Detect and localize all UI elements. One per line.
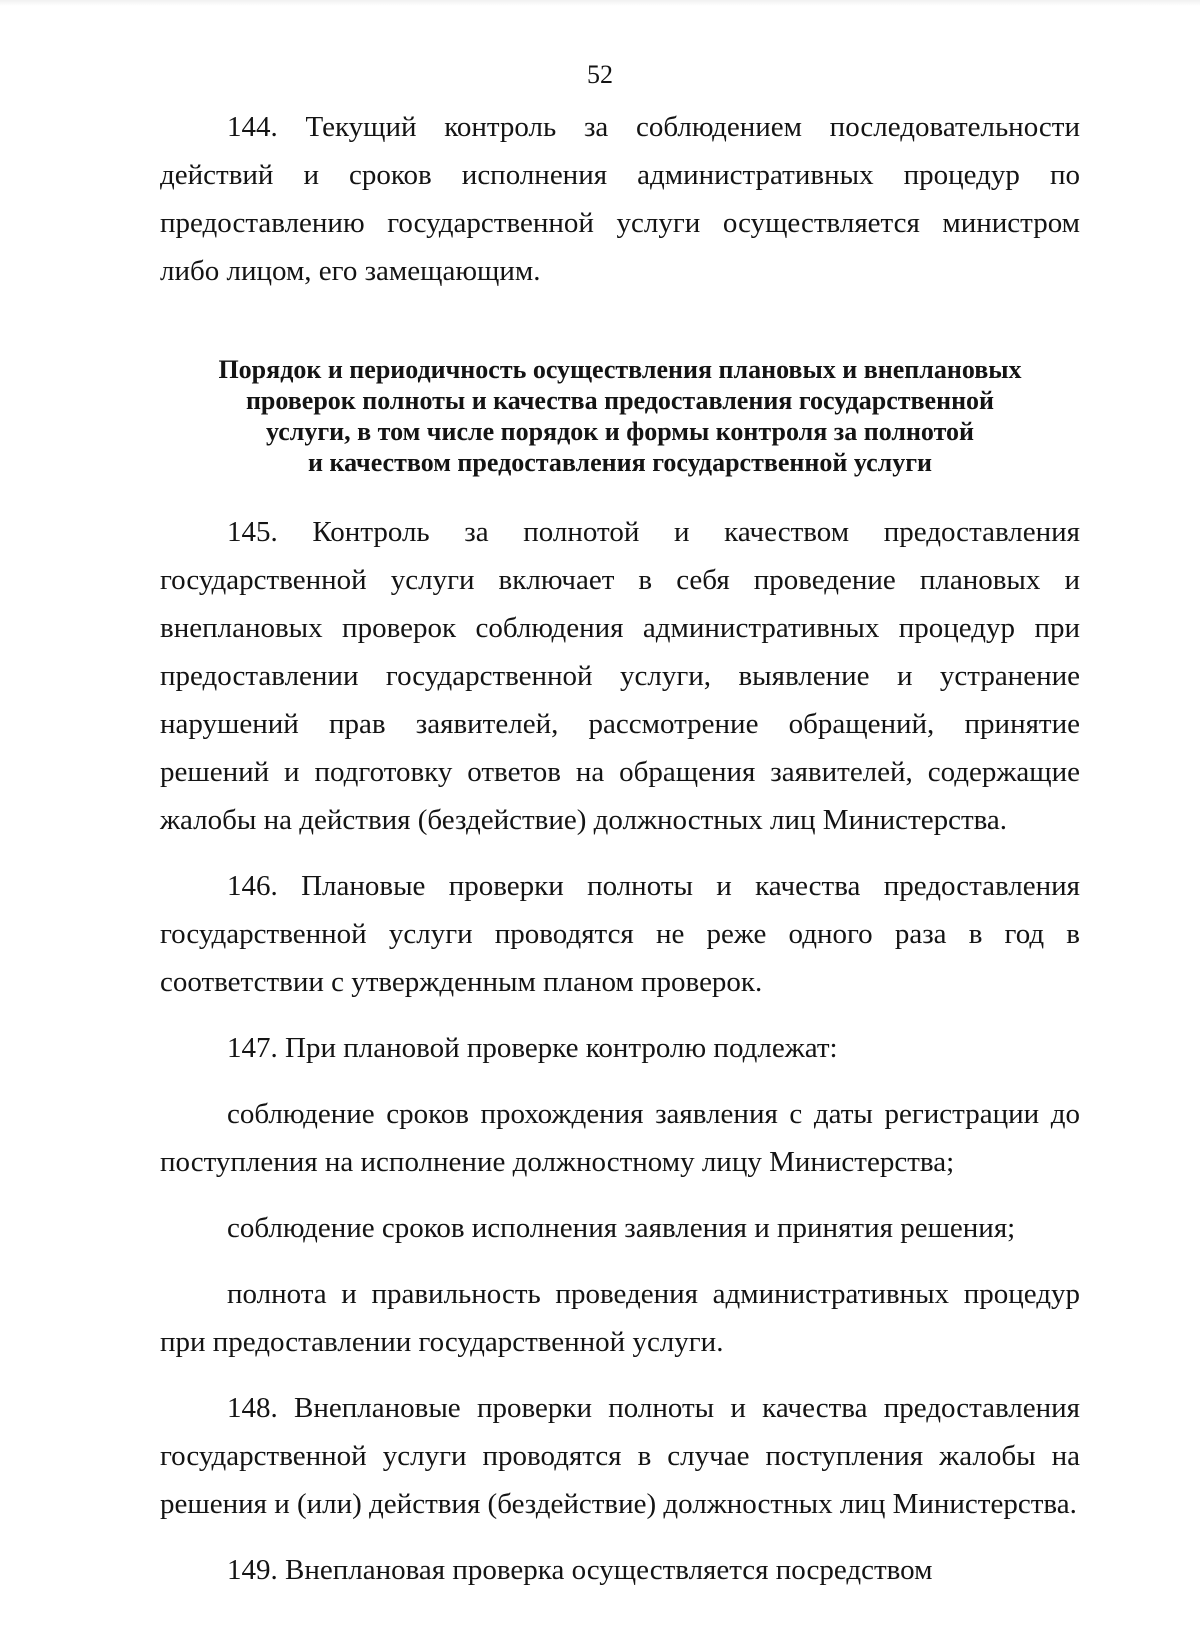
section-heading-line: и качеством предоставления государственной услуги [308,448,932,477]
section-heading-line: проверок полноты и качества предоставления государственной [245,386,995,415]
text-block-intro [160,103,1080,295]
page-number: 52 [587,60,613,89]
scan-edge [0,0,1200,6]
paragraph-147-item-2: соблюдение сроков исполнения заявления и принятия решения; [227,1212,1016,1244]
paragraph-147-item-3: полнота и правильность проведения административных процедур при предоставлении государственной услуги. [160,1278,1080,1358]
paragraph-147: 147. При плановой проверке контролю подлежат: [227,1032,838,1064]
paragraph-146: 146. Плановые проверки полноты и качества предоставления государственной услуги проводятся не реже одного раза в год в соответствии с утвержденным планом проверок. [160,870,1080,998]
paragraph-144: 144. Текущий контроль за соблюдением последовательности действий и сроков исполнения административных процедур по предоставлению государственной услуги осуществляется министром либо лицом, его замещающим. [160,111,1080,287]
paragraph-147-item-1: соблюдение сроков прохождения заявления с даты регистрации до поступления на исполнение должностному лицу Министерства; [160,1098,1080,1178]
text-block-body [160,508,1080,1594]
section-heading-line: Порядок и периодичность осуществления плановых и внеплановых [218,355,1022,384]
section-heading-line: услуги, в том числе порядок и формы контроля за полнотой [266,417,974,446]
paragraph-148: 148. Внеплановые проверки полноты и качества предоставления государственной услуги проводятся в случае поступления жалобы на решения и (или) действия (бездействие) должностных лиц Министерства. [160,1392,1080,1520]
paragraph-149: 149. Внеплановая проверка осуществляется посредством [227,1554,933,1586]
paragraph-145: 145. Контроль за полнотой и качеством предоставления государственной услуги включает в себя проведение плановых и внеплановых проверок соблюдения административных процедур при предоставлении государственной услуги, выявление и устранение нарушений прав заявителей, рассмотрение обращений, принятие решений и подготовку ответов на обращения заявителей, содержащие жалобы на действия (бездействие) должностных лиц Министерства. [160,516,1080,836]
section-heading [160,354,1080,478]
